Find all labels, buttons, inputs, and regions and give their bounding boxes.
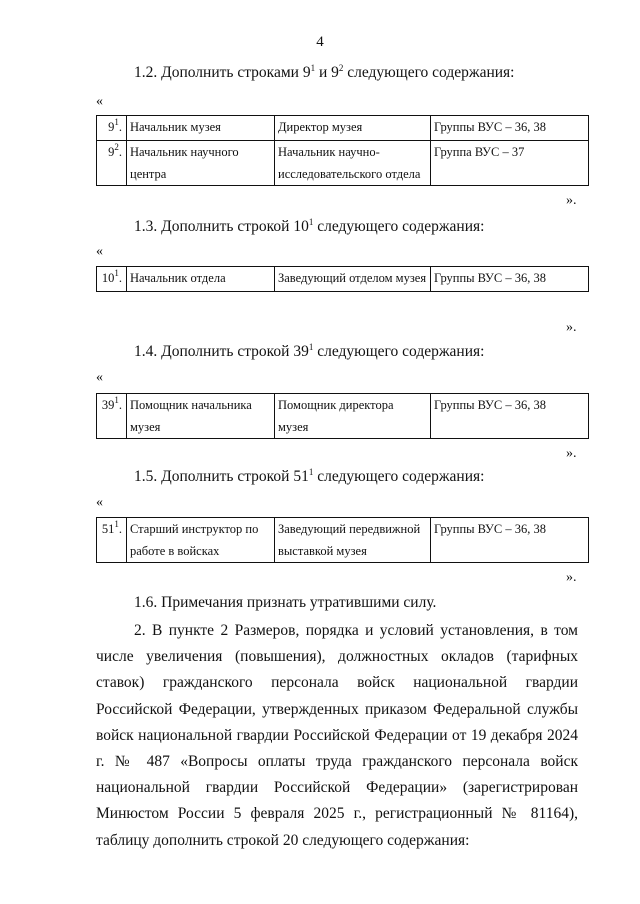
row-number: $10^1$. <box>97 267 127 292</box>
civil-position: Начальник отдела <box>127 267 275 292</box>
equivalent-position: Заведующий отделом музея <box>275 267 431 292</box>
vus-groups: Группа ВУС – 37 <box>431 141 589 186</box>
heading-1-2: 1.2. Дополнить строками $9^1$ и $9^2$ следующего содержания: <box>134 63 515 81</box>
close-quote: ». <box>566 570 577 585</box>
civil-position: Начальник научного центра <box>127 141 275 186</box>
civil-position: Начальник музея <box>127 116 275 141</box>
close-quote: ». <box>566 320 577 335</box>
open-quote: « <box>96 370 103 385</box>
heading-1-3: 1.3. Дополнить строкой $10^1$ следующего содержания: <box>134 217 485 235</box>
equivalent-position: Начальник научно-исследовательского отдела <box>275 141 431 186</box>
table-row <box>97 116 589 141</box>
open-quote: « <box>96 244 103 259</box>
equivalent-position: Заведующий передвижной выставкой музея <box>275 518 431 563</box>
heading-1-5: 1.5. Дополнить строкой $51^1$ следующего содержания: <box>134 467 485 485</box>
item-1-6: 1.6. Примечания признать утратившими силу. <box>134 594 437 611</box>
equivalent-position: Директор музея <box>275 116 431 141</box>
civil-position: Старший инструктор по работе в войсках <box>127 518 275 563</box>
page-number: 4 <box>316 34 324 50</box>
table-row <box>97 394 589 439</box>
table-1-2 <box>96 115 589 186</box>
table-1-3 <box>96 266 589 292</box>
vus-groups: Группы ВУС – 36, 38 <box>431 267 589 292</box>
open-quote: « <box>96 94 103 109</box>
close-quote: ». <box>566 193 577 208</box>
item-2-paragraph: 2. В пункте 2 Размеров, порядка и условий установления, в том числе увеличения (повышения), должностных окладов (тарифных ставок) гражданского персонала войск национальной гвардии Российской Федерации, утвержденных приказом Федеральной службы войск национальной гвардии Российской Федерации от 19 декабря 2024 г. № 487 «Вопросы оплаты труда гражданского персонала войск национальной гвардии Российской Федерации» (зарегистрирован Минюстом России 5 февраля 2025 г., регистрационный № 81164), таблицу дополнить строкой 20 следующего содержания: <box>96 622 578 849</box>
vus-groups: Группы ВУС – 36, 38 <box>431 116 589 141</box>
heading-1-4: 1.4. Дополнить строкой $39^1$ следующего содержания: <box>134 342 485 360</box>
vus-groups: Группы ВУС – 36, 38 <box>431 394 589 439</box>
table-1-4 <box>96 393 589 439</box>
table-row <box>97 518 589 563</box>
vus-groups: Группы ВУС – 36, 38 <box>431 518 589 563</box>
row-number: $9^2$. <box>97 141 127 186</box>
equivalent-position: Помощник директора музея <box>275 394 431 439</box>
row-number: $51^1$. <box>97 518 127 563</box>
row-number: $39^1$. <box>97 394 127 439</box>
table-1-5 <box>96 517 589 563</box>
table-row <box>97 141 589 186</box>
table-row <box>97 267 589 292</box>
open-quote: « <box>96 495 103 510</box>
civil-position: Помощник начальника музея <box>127 394 275 439</box>
close-quote: ». <box>566 446 577 461</box>
row-number: $9^1$. <box>97 116 127 141</box>
